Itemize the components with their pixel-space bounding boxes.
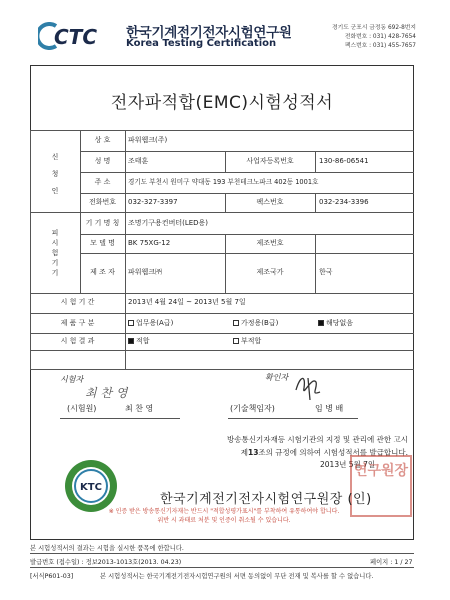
model-label: 모 델 명	[90, 239, 115, 247]
country-value: 한국	[319, 268, 333, 276]
class-checkbox-na[interactable]	[318, 320, 324, 326]
class-option-a[interactable]: 업무용(A급)	[128, 319, 173, 328]
address-value: 경기도 부천시 원미구 약대동 193 부천테크노파크 402동 1001호	[128, 178, 319, 186]
product-class-label: 제 품 구 분	[60, 319, 95, 327]
form-number: [서식P601-03]	[30, 573, 74, 580]
fax-value: 032-234-3396	[319, 198, 369, 206]
address-label: 주 소	[94, 178, 111, 186]
company-value: 파워웹크(주)	[128, 136, 168, 144]
header-phone: 전화번호 : 031) 428-7654	[344, 34, 416, 40]
cert-line-2: 제13조의 규정에 의하여 시험성적서를 발급합니다.	[240, 448, 408, 457]
maker-value: 파워웹크㈜	[128, 268, 163, 276]
maker-label: 제 조 자	[90, 268, 115, 276]
fax-label: 팩스번호	[256, 198, 284, 206]
org-name-ko: 한국기계전기전자시험연구원	[126, 25, 292, 41]
test-period-value: 2013년 4월 24일 ~ 2013년 5월 7일	[128, 298, 246, 306]
issue-date: 2013년 5월 7일	[320, 460, 376, 469]
approver-signature-line	[228, 418, 358, 419]
footer-remark: 본 시험성적서의 결과는 시험을 실시한 품목에 한합니다.	[30, 545, 184, 552]
class-checkbox-b[interactable]	[233, 320, 239, 326]
test-result-label: 시 험 결 과	[60, 337, 95, 345]
notice-line-2: 위반 시 과태료 처분 및 인증이 취소될 수 있습니다.	[157, 517, 291, 524]
org-name-en: Korea Testing Certification	[126, 38, 277, 49]
country-label: 제조국가	[256, 268, 284, 276]
representative-value: 조태훈	[128, 157, 149, 165]
model-value: BK 75XG-12	[128, 239, 171, 247]
issuer-signature: 한국기계전기전자시험연구원장 (인)	[160, 492, 372, 507]
document-title: 전자파적합(EMC)시험성적서	[110, 93, 334, 113]
approver-title: 확인자	[265, 373, 289, 382]
svg-text:KTC: KTC	[80, 482, 102, 493]
notice-line-1: ※ 인증 받은 방송통신기자재는 반드시 "적합성평가표시"를 부착하여 유통하여야 합니다.	[108, 508, 340, 515]
page-indicator: 페이지 : 1 / 27	[370, 559, 413, 566]
tester-signature-line	[60, 418, 180, 419]
representative-label: 성 명	[94, 157, 111, 165]
logo-text: CTC	[54, 25, 97, 49]
applicant-group-label: 신 청 인	[51, 153, 59, 195]
tester-handwriting: 최 찬 영	[85, 386, 128, 400]
tel-label: 전화번호	[88, 198, 117, 206]
equipment-name-value: 조명기구용컨버터(LED용)	[128, 219, 209, 227]
ktc-logo	[38, 22, 120, 50]
tester-name: 최 찬 영	[125, 404, 154, 413]
copyright-notice: 본 시험성적서는 한국기계전기전자시험연구원의 서면 동의없이 무단 전재 및 복사를 할 수 없습니다.	[100, 573, 374, 580]
equipment-name-label: 기 기 명 칭	[85, 219, 120, 227]
equipment-group-label: 피 시 험 기 기	[51, 229, 59, 277]
header-fax: 팩스번호 : 031) 455-7657	[344, 43, 416, 49]
business-no-value: 130-86-06541	[319, 157, 369, 165]
result-option-pass[interactable]: 적합	[128, 337, 150, 346]
result-checkbox-fail[interactable]	[233, 338, 239, 344]
class-option-na[interactable]: 해당없음	[318, 319, 353, 328]
serial-label: 제조번호	[256, 239, 284, 247]
tester-title: 시험자	[60, 375, 84, 384]
class-checkbox-a[interactable]	[128, 320, 134, 326]
test-period-label: 시 험 기 간	[60, 298, 95, 306]
header-contact	[330, 24, 416, 51]
cert-line-1: 방송통신기자재등 시험기관의 지정 및 관리에 관한 고시	[227, 435, 408, 444]
header-address: 경기도 군포시 금정동 692-8번지	[332, 25, 416, 31]
result-checkbox-pass[interactable]	[128, 338, 134, 344]
approver-role: (기술책임자)	[230, 404, 275, 413]
tel-value: 032-327-3397	[128, 198, 178, 206]
approver-signature-scribble	[290, 370, 330, 404]
company-label: 상 호	[94, 136, 111, 144]
notice-red	[40, 507, 408, 525]
class-option-b[interactable]: 가정용(B급)	[233, 319, 278, 328]
approver-name: 임 병 배	[315, 404, 344, 413]
result-option-fail[interactable]: 부적합	[233, 337, 261, 346]
issue-number: 발급번호 (접수일) : 정보2013-1013호(2013. 04.23)	[30, 559, 182, 566]
ktc-certification-badge	[63, 458, 119, 514]
official-seal: 연구원장	[350, 455, 412, 517]
business-no-label: 사업자등록번호	[246, 157, 294, 165]
tester-role: (시험원)	[67, 404, 97, 413]
